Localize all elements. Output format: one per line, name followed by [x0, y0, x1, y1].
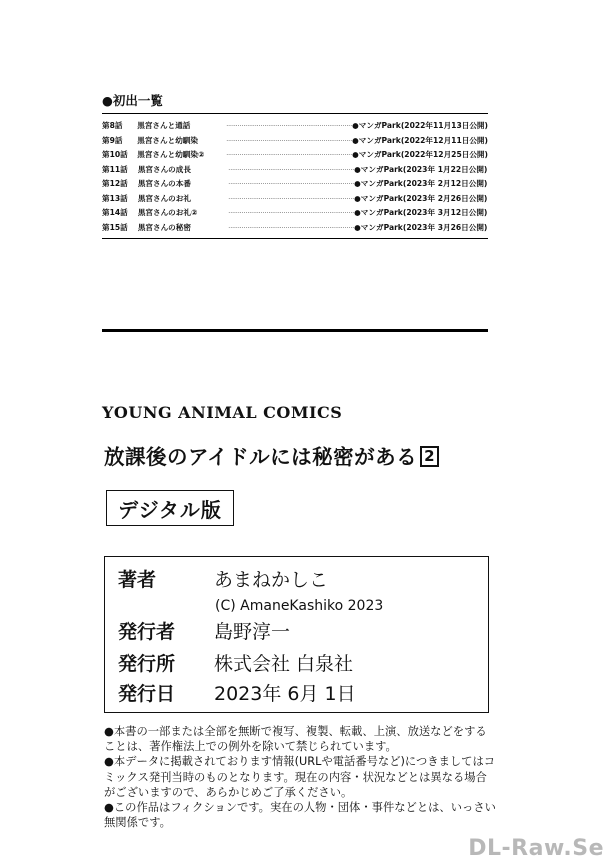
episode-title: 黒宮さんのお礼 — [137, 193, 191, 203]
edition-label: デジタル版 — [118, 497, 222, 522]
dot-leader: ·································································· — [226, 137, 353, 145]
date-row — [118, 681, 356, 707]
episode-number: 第10話 — [102, 150, 128, 159]
copyright-line: (C) AmaneKashiko 2023 — [215, 598, 384, 614]
list-item — [102, 221, 488, 236]
author-name: あまねかしこ — [214, 569, 329, 591]
dot-leader: ·································································· — [228, 181, 355, 188]
episode-number: 第15話 — [102, 222, 128, 232]
dot-leader: ·································································· — [226, 152, 353, 159]
legal-notes — [104, 724, 496, 830]
divider — [102, 113, 488, 114]
episode-title: 黒宮さんと幼馴染 — [137, 135, 198, 145]
note-item: ●この作品はフィクションです。実在の人物・団体・事件などとは、いっさい無関係です。 — [104, 801, 496, 830]
episode-source: ●マンガPark(2023年 3月12日公開) — [354, 208, 488, 217]
episode-number: 第8話 — [102, 121, 123, 130]
publisher-name: 株式会社 白泉社 — [214, 653, 354, 675]
episode-source: ●マンガPark(2022年12月11日公開) — [352, 135, 488, 145]
edition-box — [106, 490, 234, 526]
volume-badge: 2 — [420, 446, 439, 467]
episode-number: 第13話 — [102, 193, 128, 203]
publish-date: 2023年 6月 1日 — [214, 683, 356, 705]
dot-leader: ·································································· — [228, 166, 355, 174]
watermark: DL-Raw.Se — [468, 836, 604, 861]
episode-number: 第14話 — [102, 208, 128, 217]
dot-leader: ·································································· — [228, 195, 355, 203]
series-label: YOUNG ANIMAL COMICS — [102, 403, 343, 422]
episode-title: 黒宮さんのお礼② — [137, 208, 198, 217]
publisher-label: 発行所 — [118, 653, 176, 675]
list-item — [102, 163, 488, 178]
dot-leader: ·································································· — [228, 224, 355, 232]
list-item — [102, 119, 488, 134]
first-appearance-heading: ●初出一覧 — [102, 93, 163, 108]
note-item: ●本データに掲載されております情報(URLや電話番号など)につきましてはコミックス発刊当時のものとなります。現在の内容・状況などとは異なる場合がございますので、あらかじめご了承ください。 — [104, 755, 496, 799]
episode-source: ●マンガPark(2022年12月25日公開) — [352, 150, 488, 159]
date-label: 発行日 — [118, 683, 176, 705]
publisher-row — [118, 651, 353, 677]
list-item — [102, 192, 488, 207]
list-item — [102, 177, 488, 192]
episode-title: 黒宮さんの成長 — [137, 164, 191, 174]
episode-title: 黒宮さんと通話 — [137, 121, 191, 130]
book-title: 放課後のアイドルには秘密がある — [104, 445, 418, 469]
episode-number: 第12話 — [102, 179, 128, 188]
section-divider — [102, 329, 488, 332]
episode-title: 黒宮さんの本番 — [137, 179, 191, 188]
episode-number: 第9話 — [102, 135, 123, 145]
episode-source: ●マンガPark(2022年11月13日公開) — [352, 121, 488, 130]
publisher-person-name: 島野淳一 — [214, 621, 291, 643]
episode-title: 黒宮さんと幼馴染② — [137, 150, 205, 159]
episode-source: ●マンガPark(2023年 2月26日公開) — [354, 193, 488, 203]
author-label: 著者 — [118, 569, 157, 591]
book-title-line — [104, 442, 439, 472]
episode-number: 第11話 — [102, 164, 128, 174]
episode-source: ●マンガPark(2023年 2月12日公開) — [354, 179, 488, 188]
divider — [102, 238, 488, 239]
note-item: ●本書の一部または全部を無断で複写、複製、転載、上演、放送などをすることは、著作権法上での例外を除いて禁じられています。 — [104, 725, 487, 754]
episode-source: ●マンガPark(2023年 3月26日公開) — [354, 222, 488, 232]
dot-leader: ·································································· — [228, 210, 355, 217]
colophon-box — [104, 556, 489, 713]
list-item — [102, 134, 488, 149]
list-item — [102, 206, 488, 221]
episode-source: ●マンガPark(2023年 1月22日公開) — [354, 164, 488, 174]
publisher-person-row — [118, 619, 290, 645]
author-row — [118, 567, 328, 593]
publisher-person-label: 発行者 — [118, 621, 176, 643]
episode-list — [102, 119, 488, 235]
episode-title: 黒宮さんの秘密 — [137, 222, 191, 232]
list-item — [102, 148, 488, 163]
dot-leader: ·································································· — [226, 123, 353, 130]
first-appearance-section — [102, 92, 488, 240]
